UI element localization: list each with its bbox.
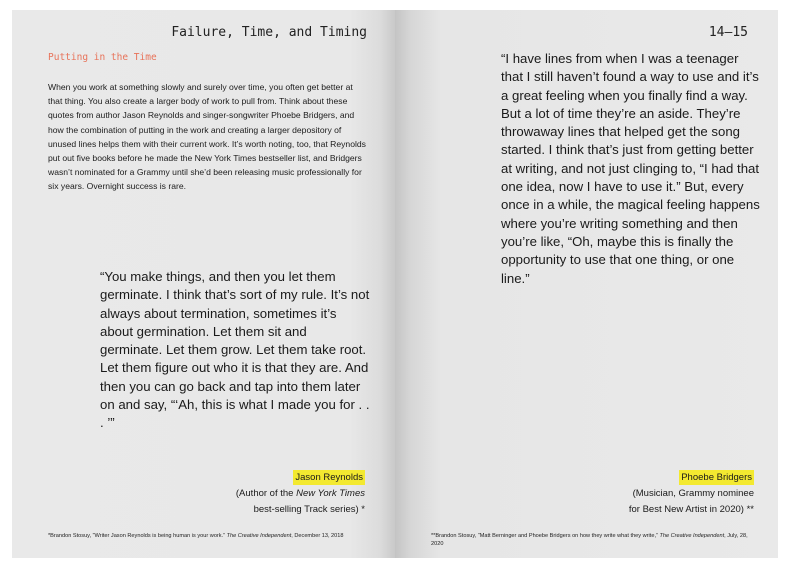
footnote-date: , July, 28, 2020 <box>431 533 748 547</box>
footnote-date: , December 13, 2018 <box>291 533 344 539</box>
left-page <box>12 10 395 558</box>
reynolds-role-line2: best-selling Track series) <box>253 504 359 515</box>
reynolds-role-italic: New York Times <box>296 488 365 499</box>
footnote-main: *Brandon Stosuy, “Writer Jason Reynolds is being human is your work.” <box>48 533 226 539</box>
reynolds-name: Jason Reynolds <box>295 472 363 483</box>
bridgers-quote: “I have lines from when I was a teenager that I still haven’t found a way to use and it’s a great feeling when you finally find a way. But a lot of time they’re an aside. They’re throwaway lines that helped get the song started. I think that’s just from getting better at writing, and not just clinging to, “I had that one idea, now I have to use it.” But, every once in a while, the magical feeling happens where you’re writing something and then you’re like, “Oh, maybe this is finally the opportunity to use that one thing, or one line.” <box>501 51 760 286</box>
footnote-source: The Creative Independent <box>226 533 292 539</box>
reynolds-quote: “You make things, and then you let them germinate. I think that’s sort of my rule. It’s not always about termination, sometimes it’s about germination. Let them sit and germinate. Let them grow. Let them take root. Let them figure out who it is that they are. And then you can go back and tap into them later on and say, “‘Ah, this is what I made you for . . . ’” <box>100 269 370 431</box>
body-paragraph: When you work at something slowly and surely over time, you often get better at that thing. You also create a larger body of work to pull from. Think about these quotes from author Jason Reynolds and singer-songwriter Phoebe Bridgers, and how the combination of putting in the work and creating a larger depository of unused lines helps them with their current work. It’s worth noting, too, that Reynolds put out five books before he made the New York Times bestseller list, and Bridgers wasn’t nominated for a Grammy until she’d been releasing music professionally for six years. Overnight success is rare. <box>48 82 366 192</box>
bridgers-name: Phoebe Bridgers <box>681 472 752 483</box>
right-page <box>395 10 778 558</box>
bridgers-role-line1: (Musician, Grammy nominee <box>632 488 754 499</box>
footnote-left <box>48 532 370 540</box>
footnote-marker: * <box>358 504 365 515</box>
reynolds-attribution <box>236 470 365 518</box>
footnote-marker: ** <box>743 504 754 515</box>
bridgers-attribution <box>629 470 754 518</box>
footnote-source: The Creative Independent <box>659 533 725 539</box>
book-spread <box>12 10 778 558</box>
bridgers-role-line2: for Best New Artist in 2020) <box>628 504 744 515</box>
reynolds-role-prefix: (Author of the <box>235 488 297 499</box>
section-heading: Putting in the Time <box>48 52 157 63</box>
footnote-main: **Brandon Stosuy, “Matt Berninger and Phoebe Bridgers on how they write what they write,” <box>431 533 658 539</box>
running-title: Failure, Time, and Timing <box>171 25 367 40</box>
page-numbers: 14–15 <box>708 25 748 40</box>
footnote-right <box>431 532 761 548</box>
